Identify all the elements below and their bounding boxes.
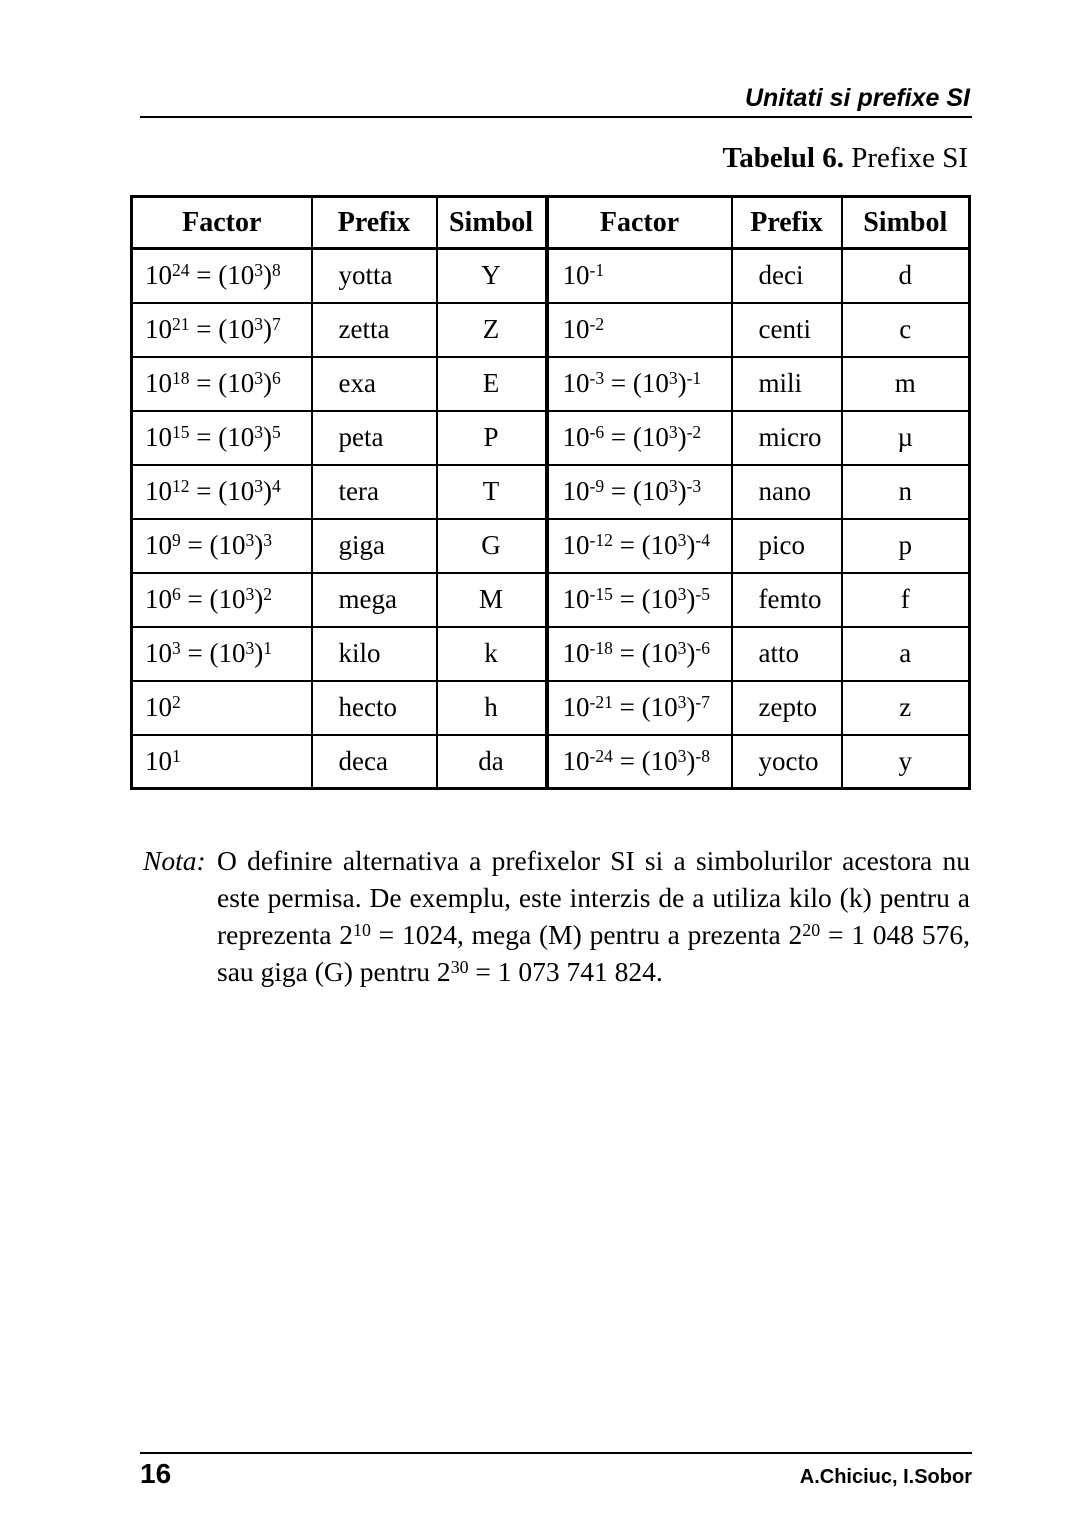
running-header bbox=[140, 84, 970, 113]
running-header-title: Unitati si prefixe SI bbox=[744, 84, 970, 112]
factor-cell: $10^{21} = (10^3)^7$ bbox=[132, 303, 312, 357]
symbol-cell: µ bbox=[842, 411, 970, 465]
table-row bbox=[132, 573, 970, 627]
prefix-cell: zetta bbox=[312, 303, 437, 357]
symbol-cell: E bbox=[437, 357, 547, 411]
symbol-cell: G bbox=[437, 519, 547, 573]
factor-cell: $10^{-12} = (10^3)^{-4}$ bbox=[547, 519, 732, 573]
factor-cell: $10^{-21} = (10^3)^{-7}$ bbox=[547, 681, 732, 735]
table-row bbox=[132, 681, 970, 735]
column-header-simbol-left: Simbol bbox=[437, 197, 547, 249]
prefix-cell: nano bbox=[732, 465, 842, 519]
table-row bbox=[132, 519, 970, 573]
prefix-cell: deca bbox=[312, 735, 437, 789]
page-number: 16 bbox=[140, 1458, 172, 1489]
factor-cell: $10^3 = (10^3)^1$ bbox=[132, 627, 312, 681]
table-row bbox=[132, 411, 970, 465]
prefix-cell: deci bbox=[732, 249, 842, 303]
prefix-cell: mili bbox=[732, 357, 842, 411]
table-caption-text: Prefixe SI bbox=[843, 142, 968, 174]
factor-cell: $10^2$ bbox=[132, 681, 312, 735]
symbol-cell: z bbox=[842, 681, 970, 735]
factor-cell: $10^{-6} = (10^3)^{-2}$ bbox=[547, 411, 732, 465]
prefix-cell: tera bbox=[312, 465, 437, 519]
footer-rule bbox=[140, 1452, 972, 1454]
prefix-cell: zepto bbox=[732, 681, 842, 735]
symbol-cell: M bbox=[437, 573, 547, 627]
prefix-cell: pico bbox=[732, 519, 842, 573]
symbol-cell: Z bbox=[437, 303, 547, 357]
prefix-cell: centi bbox=[732, 303, 842, 357]
factor-cell: $10^{-18} = (10^3)^{-6}$ bbox=[547, 627, 732, 681]
prefix-cell: yocto bbox=[732, 735, 842, 789]
prefix-cell: giga bbox=[312, 519, 437, 573]
symbol-cell: p bbox=[842, 519, 970, 573]
factor-cell: $10^{-1}$ bbox=[547, 249, 732, 303]
factor-cell: $10^{15} = (10^3)^5$ bbox=[132, 411, 312, 465]
symbol-cell: da bbox=[437, 735, 547, 789]
prefix-cell: kilo bbox=[312, 627, 437, 681]
factor-cell: $10^{12} = (10^3)^4$ bbox=[132, 465, 312, 519]
prefix-cell: femto bbox=[732, 573, 842, 627]
symbol-cell: k bbox=[437, 627, 547, 681]
factor-cell: $10^{-2}$ bbox=[547, 303, 732, 357]
prefix-cell: atto bbox=[732, 627, 842, 681]
table-header bbox=[132, 197, 970, 249]
table-row bbox=[132, 627, 970, 681]
symbol-cell: f bbox=[842, 573, 970, 627]
symbol-cell: h bbox=[437, 681, 547, 735]
si-prefix-table bbox=[130, 195, 971, 790]
symbol-cell: y bbox=[842, 735, 970, 789]
note bbox=[143, 842, 970, 990]
prefix-cell: mega bbox=[312, 573, 437, 627]
note-label: Nota: bbox=[143, 845, 206, 876]
prefix-cell: hecto bbox=[312, 681, 437, 735]
column-header-simbol-right: Simbol bbox=[842, 197, 970, 249]
symbol-cell: a bbox=[842, 627, 970, 681]
symbol-cell: c bbox=[842, 303, 970, 357]
note-text: O definire alternativa a prefixelor SI si a simbolurilor acestora nu este permisa. De exemplu, este interzis de a utiliza kilo (k) pentru a reprezenta $2^{10} = 1024$, mega (M) pentru a prezenta $2^{20} = 1$ 048 576, sau giga (G) pentru $2^{30} = 1$ 073 741 824. bbox=[217, 845, 970, 987]
table-caption-number: Tabelul 6. bbox=[722, 142, 844, 174]
factor-cell: $10^{-3} = (10^3)^{-1}$ bbox=[547, 357, 732, 411]
table-row bbox=[132, 303, 970, 357]
factor-cell: $10^{18} = (10^3)^6$ bbox=[132, 357, 312, 411]
column-header-factor-left: Factor bbox=[132, 197, 312, 249]
factor-cell: $10^6 = (10^3)^2$ bbox=[132, 573, 312, 627]
footer-authors: A.Chiciuc, I.Sobor bbox=[799, 1466, 972, 1488]
symbol-cell: P bbox=[437, 411, 547, 465]
prefix-cell: micro bbox=[732, 411, 842, 465]
factor-cell: $10^{-24} = (10^3)^{-8}$ bbox=[547, 735, 732, 789]
table-header-row bbox=[132, 197, 970, 249]
symbol-cell: Y bbox=[437, 249, 547, 303]
column-header-prefix-left: Prefix bbox=[312, 197, 437, 249]
page-footer bbox=[140, 1458, 972, 1490]
table-row bbox=[132, 249, 970, 303]
prefix-cell: exa bbox=[312, 357, 437, 411]
symbol-cell: T bbox=[437, 465, 547, 519]
header-rule bbox=[140, 116, 972, 118]
table-body bbox=[132, 249, 970, 789]
factor-cell: $10^1$ bbox=[132, 735, 312, 789]
table-row bbox=[132, 357, 970, 411]
factor-cell: $10^{-9} = (10^3)^{-3}$ bbox=[547, 465, 732, 519]
column-header-prefix-right: Prefix bbox=[732, 197, 842, 249]
prefix-cell: yotta bbox=[312, 249, 437, 303]
factor-cell: $10^{24} = (10^3)^8$ bbox=[132, 249, 312, 303]
table-row bbox=[132, 465, 970, 519]
symbol-cell: n bbox=[842, 465, 970, 519]
column-header-factor-right: Factor bbox=[547, 197, 732, 249]
table-caption bbox=[140, 142, 968, 175]
symbol-cell: d bbox=[842, 249, 970, 303]
prefix-cell: peta bbox=[312, 411, 437, 465]
factor-cell: $10^{-15} = (10^3)^{-5}$ bbox=[547, 573, 732, 627]
symbol-cell: m bbox=[842, 357, 970, 411]
table-row bbox=[132, 735, 970, 789]
factor-cell: $10^9 = (10^3)^3$ bbox=[132, 519, 312, 573]
